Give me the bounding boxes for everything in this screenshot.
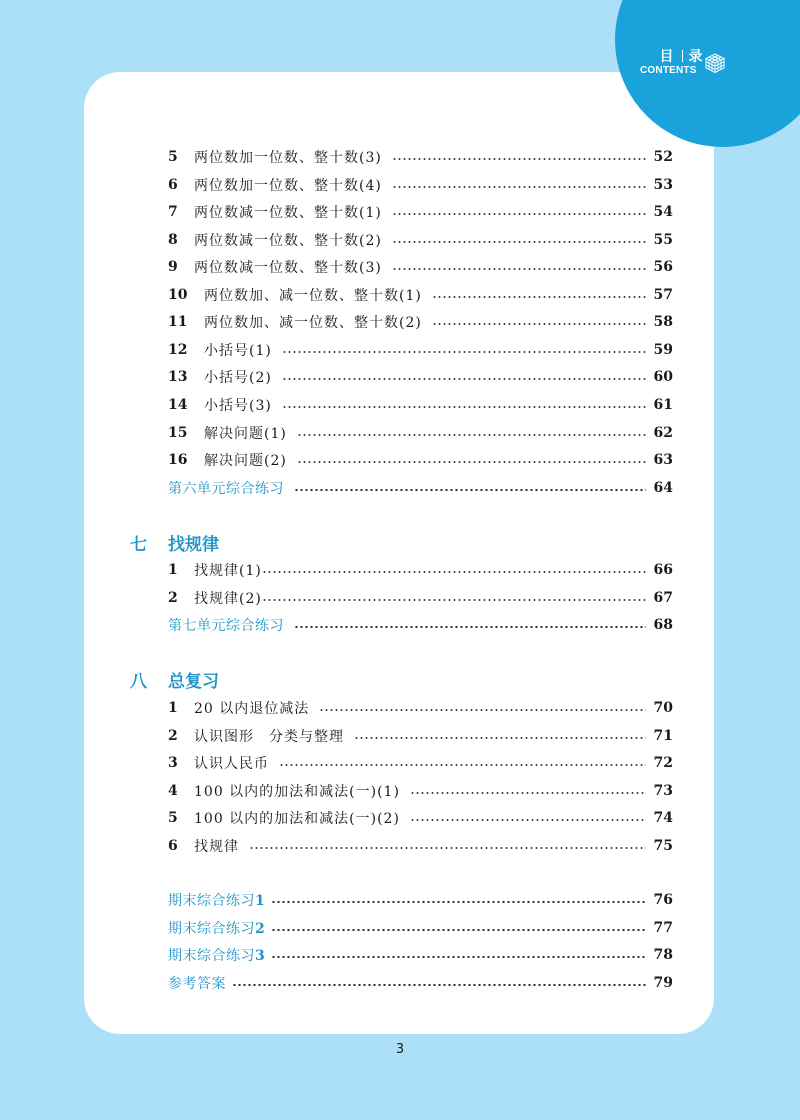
toc-entry[interactable]: 12 小括号(1) 59: [168, 342, 673, 359]
leader-dots: [392, 241, 646, 243]
page-number: 3: [395, 1042, 405, 1057]
toc-entry[interactable]: 10 两位数加、减一位数、整十数(1) 57: [168, 287, 673, 304]
leader-dots: [392, 186, 646, 188]
toc-entry[interactable]: 15 解决问题(1) 62: [168, 425, 673, 442]
leader-dots: [410, 792, 646, 794]
leader-dots: [282, 378, 646, 380]
leader-dots: [410, 819, 646, 821]
toc-entry[interactable]: 14 小括号(3) 61: [168, 397, 673, 414]
leader-dots: [297, 434, 646, 436]
leader-dots: [297, 461, 646, 463]
leader-dots: [319, 709, 645, 711]
leader-dots: [262, 571, 646, 573]
toc-entry-final-2[interactable]: 期末综合练习2 77: [168, 920, 673, 937]
toc-entry[interactable]: 7 两位数减一位数、整十数(1) 54: [168, 204, 673, 221]
toc-entry[interactable]: 5 100 以内的加法和减法(一)(2) 74: [168, 810, 673, 827]
toc-entry[interactable]: 6 找规律 75: [168, 838, 673, 855]
unit-heading-7: 七 找规律: [130, 534, 219, 555]
toc-entry[interactable]: 2 认识图形 分类与整理 71: [168, 728, 673, 745]
leader-dots: [271, 956, 645, 958]
leader-dots: [262, 599, 646, 601]
leader-dots: [282, 351, 646, 353]
leader-dots: [392, 158, 646, 160]
contents-title: 目 录: [659, 49, 705, 65]
toc-entry[interactable]: 2 找规律(2) 67: [168, 590, 673, 607]
toc-entry[interactable]: 4 100 以内的加法和减法(一)(1) 73: [168, 783, 673, 800]
leader-dots: [392, 213, 646, 215]
leader-dots: [294, 489, 646, 491]
leader-dots: [282, 406, 646, 408]
leader-dots: [294, 626, 646, 628]
toc-entry[interactable]: 3 认识人民币 72: [168, 755, 673, 772]
unit-heading-8: 八 总复习: [130, 671, 219, 692]
toc-entry[interactable]: 11 两位数加、减一位数、整十数(2) 58: [168, 314, 673, 331]
toc-entry[interactable]: 1 20 以内退位减法 70: [168, 700, 673, 717]
leader-dots: [232, 984, 646, 986]
contents-subtitle: CONTENTS: [640, 65, 697, 76]
toc-entry[interactable]: 16 解决问题(2) 63: [168, 452, 673, 469]
toc-entry-unit7-review[interactable]: 第七单元综合练习 68: [168, 617, 673, 634]
leader-dots: [271, 901, 645, 903]
toc-entry[interactable]: 1 找规律(1) 66: [168, 562, 673, 579]
toc-entry-answers[interactable]: 参考答案 79: [168, 975, 673, 992]
leader-dots: [432, 296, 646, 298]
toc-entry-final-3[interactable]: 期末综合练习3 78: [168, 947, 673, 964]
leader-dots: [279, 764, 646, 766]
toc-entry[interactable]: 13 小括号(2) 60: [168, 369, 673, 386]
toc-entry[interactable]: 5 两位数加一位数、整十数(3) 52: [168, 149, 673, 166]
toc-entry[interactable]: 8 两位数减一位数、整十数(2) 55: [168, 232, 673, 249]
leader-dots: [354, 737, 646, 739]
toc-entry-unit6-review[interactable]: 第六单元综合练习 64: [168, 480, 673, 497]
leader-dots: [271, 929, 645, 931]
leader-dots: [249, 847, 646, 849]
cube-icon: [704, 52, 726, 74]
toc-entry[interactable]: 9 两位数减一位数、整十数(3) 56: [168, 259, 673, 276]
leader-dots: [432, 323, 646, 325]
toc-entry-final-1[interactable]: 期末综合练习1 76: [168, 892, 673, 909]
toc-entry[interactable]: 6 两位数加一位数、整十数(4) 53: [168, 177, 673, 194]
leader-dots: [392, 268, 646, 270]
